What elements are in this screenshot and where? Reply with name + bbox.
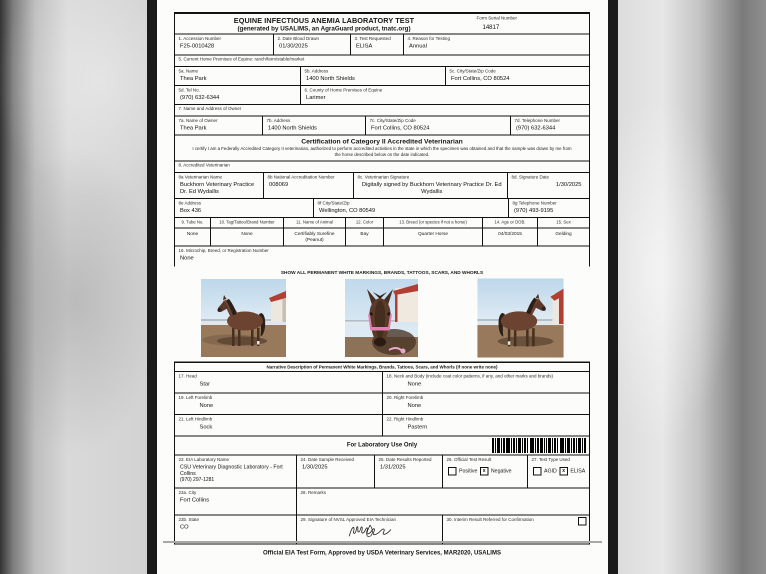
interim-checkbox (578, 517, 587, 526)
head-label: 17. Head (178, 373, 197, 379)
field-official-test-result (442, 455, 527, 487)
right-hindlimb-value: Pastern (407, 423, 428, 430)
photo-edge-left (147, 0, 157, 574)
row-23b-29-30 (175, 515, 589, 544)
barcode (492, 438, 587, 453)
form-upper-section (174, 12, 590, 266)
owner-city-label: 7c. City/State/Zip Code (369, 118, 416, 124)
field-premises-tel (175, 86, 300, 104)
owner-tel-value: (970) 632-6344 (516, 125, 556, 132)
test-type-label: 27. Test Type Used (531, 456, 570, 462)
vet-signature-value: Digitally signed by Buckhorn Veterinary Practice Dr. Ed Wydallis (361, 181, 502, 195)
owner-address-value: 1400 North Shields (268, 125, 317, 132)
vet-accreditation-label: 8b National Accreditation Number (267, 174, 335, 180)
head-value: Star (199, 380, 211, 387)
field-vet-tel (508, 199, 589, 217)
blood-drawn-value: 01/30/2025 (279, 43, 308, 50)
form-title-line1: EQUINE INFECTIOUS ANEMIA LABORATORY TEST (233, 17, 415, 25)
narrative-header: Narrative Description of Permanent White Markings, Brands, Tattoos, Scars, and Whorls (if none write none) (175, 363, 589, 372)
field-owner-address (262, 117, 365, 135)
tag-no-value: None (241, 230, 253, 237)
field-left-forelimb (175, 393, 382, 414)
vet-tel-value: (970) 493-9195 (514, 207, 554, 214)
county-label: 6. County of Home Premises of Equine (304, 87, 383, 93)
field-sex (537, 218, 589, 245)
blurred-backdrop-left (0, 0, 147, 574)
lab-name-value: CSU Veterinary Diagnostic Laboratory - Fort Collins (180, 463, 283, 477)
lab-city-label: 23a. City (178, 489, 197, 495)
agid-label: AGID (544, 468, 557, 475)
field-serial-number (473, 14, 589, 34)
vet-name-label: 8a Veterinarian Name (178, 174, 223, 180)
horse-photo-front (345, 278, 418, 357)
sex-value: Gelding (555, 230, 572, 237)
vet-header: 8. Accredited Veterinarian (178, 162, 230, 168)
right-forelimb-label: 20. Right Forelimb (386, 394, 424, 400)
field-animal-name (283, 218, 345, 245)
row-23-27 (175, 455, 589, 488)
neck-body-value: None (407, 380, 422, 387)
field-owner-tel (510, 117, 589, 135)
field-premises-name (175, 67, 300, 85)
field-tag-no (210, 218, 283, 245)
premises-city-label: 5c. City/State/Zip Code (449, 68, 496, 74)
premises-header: 5. Current Home Premises of Equine: ranch/farm/stable/market (178, 56, 305, 62)
age-value: 04/03/2015 (498, 230, 522, 237)
row-8abcd (175, 173, 589, 199)
tech-signature-label: 29. Signature of NVSL Approved EIA Technician (300, 516, 397, 522)
field-microchip (175, 246, 589, 266)
field-premises-address (300, 67, 445, 85)
tube-no-label: 9. Tube No. (175, 218, 210, 229)
row-5abc (175, 67, 589, 86)
field-right-hindlimb (382, 415, 589, 436)
vet-sig-date-value: 1/30/2025 (555, 181, 582, 188)
positive-checkbox (448, 467, 457, 476)
form-footer: Official EIA Test Form, Approved by USDA Veterinary Services, MAR2020, USALIMS (263, 548, 501, 556)
field-premises-city (445, 67, 589, 85)
left-hindlimb-label: 21. Left Hindlimb (178, 416, 213, 422)
field-lab-city (175, 488, 296, 514)
field-date-received (296, 455, 374, 487)
field-right-forelimb (382, 393, 589, 414)
premises-tel-label: 5d. Tel No. (178, 87, 200, 93)
field-lab-name (175, 455, 296, 487)
field-vet-signature-date (507, 173, 589, 198)
form-title-line2: (generated by USALIMS, an AgraGuard product, tnatc.org) (237, 25, 411, 32)
owner-header: 7. Name and Address of Owner (178, 106, 242, 112)
field-technician-signature (296, 515, 442, 543)
field-county (300, 86, 589, 104)
elisa-label: ELISA (570, 468, 586, 475)
form-title (175, 14, 473, 34)
negative-label: Negative (490, 468, 512, 475)
row-5d-6 (175, 86, 589, 105)
premises-city-value: Fort Collins, CO 80524 (451, 75, 510, 82)
color-label: 12. Color (346, 218, 383, 229)
right-hindlimb-label: 22. Right Hindlimb (386, 416, 424, 422)
owner-name-value: Thea Park (180, 125, 207, 132)
lab-name-label: 23. EIA Laboratory Name (178, 456, 230, 462)
vet-accreditation-value: 008069 (269, 181, 289, 188)
positive-label: Positive (459, 468, 478, 475)
premises-tel-value: (970) 632-6344 (180, 94, 220, 101)
premises-name-value: Thea Park (180, 75, 207, 82)
field-color (345, 218, 383, 245)
serial-value: 14817 (482, 23, 500, 31)
field-remarks (296, 488, 589, 514)
lab-city-value: Fort Collins (180, 496, 210, 503)
left-hindlimb-value: Sock (199, 423, 213, 430)
field-head (175, 372, 382, 393)
horse-photos (174, 277, 590, 361)
vet-tel-label: 8g Telephone Number (512, 200, 557, 206)
field-left-hindlimb (175, 415, 382, 436)
row-animal-9-15 (175, 218, 589, 246)
lab-state-value: CO (180, 523, 189, 530)
field-tube-no (175, 218, 210, 245)
row-23a-28 (175, 488, 589, 515)
accession-value: F25-0010428 (180, 43, 215, 50)
reason-label: 4. Reason for Testing (407, 36, 450, 41)
agid-checkbox (533, 467, 542, 476)
tube-no-value: None (186, 230, 199, 237)
official-result-label: 26. Official Test Result (446, 456, 492, 462)
lab-state-label: 23b. State (178, 516, 200, 522)
field-neck-body (382, 372, 589, 393)
form-lower-section (174, 361, 590, 544)
lab-name-phone: (970) 297-1281 (180, 477, 215, 483)
blurred-backdrop-right (618, 0, 766, 574)
owner-address-label: 7b. Address (266, 118, 291, 124)
date-reported-value: 1/31/2025 (380, 463, 406, 470)
date-received-value: 1/30/2025 (302, 463, 328, 470)
premises-address-value: 1400 North Shields (306, 75, 355, 82)
certification-block (175, 136, 589, 162)
breed-label: 13. Breed (or species if not a horse) (384, 218, 482, 229)
elisa-checkbox: x (559, 467, 568, 476)
horse-photo-left-side (201, 278, 286, 357)
premises-address-label: 5b. Address (304, 68, 329, 74)
row-17-18 (175, 372, 589, 394)
serial-label: Form Serial Number (476, 15, 518, 21)
right-forelimb-value: None (407, 402, 422, 409)
lab-use-only-row (175, 436, 589, 455)
vet-address-label: 8e Address (178, 200, 202, 206)
premises-name-label: 5a. Name (178, 68, 199, 74)
sex-label: 15. Sex (538, 218, 589, 229)
row-8-header (175, 161, 589, 173)
vet-city-value: Wellington, CO 80549 (319, 207, 376, 214)
owner-tel-label: 7d. Telephone Number (514, 118, 560, 124)
certification-title: Certification of Category II Accredited Veterinarian (301, 137, 463, 146)
row-8efg (175, 199, 589, 218)
tag-no-label: 10. Tag/Tattoo/Brand Number (211, 218, 283, 229)
form-header-row (175, 14, 589, 35)
vet-address-value: Box 436 (180, 207, 202, 214)
eia-test-form-document (157, 0, 608, 574)
vet-sig-date-label: 8d. Signature Date (511, 174, 550, 180)
interim-label: 30. Interim Result Referred for Confirmation (446, 516, 534, 522)
color-value: Bay (360, 230, 369, 237)
field-vet-signature (353, 173, 507, 198)
vet-city-label: 8f City/State/Zip (317, 200, 350, 206)
field-lab-state (175, 515, 296, 543)
vet-name-value: Buckhorn Veterinary Practice Dr. Ed Wydallis (180, 181, 255, 195)
field-test-requested (350, 35, 403, 55)
field-breed (383, 218, 482, 245)
remarks-label: 28. Remarks (300, 489, 327, 495)
county-value: Larimer (306, 94, 326, 101)
negative-checkbox: x (480, 467, 489, 476)
vet-signature-label: 8c. Veterinarian Signature (357, 174, 410, 180)
row-7abcd (175, 117, 589, 136)
left-forelimb-label: 19. Left Forelimb (178, 394, 213, 400)
photo-edge-right (608, 0, 618, 574)
field-vet-accreditation (263, 173, 353, 198)
field-owner-city (365, 117, 510, 135)
test-requested-value: ELISA (356, 43, 373, 50)
field-interim-result (442, 515, 589, 543)
microchip-value: None (180, 254, 194, 261)
certification-text: I certify I am a Federally Accredited Category II veterinarian, authorized to perform accredited activities in the state in which the specimen was obtained and that the sample was drawn by me from the horse described below on the date indicated. (192, 146, 572, 158)
row-5-header (175, 56, 589, 68)
field-owner-name (175, 117, 262, 135)
neck-body-label: 18. Neck and Body (include coat color patterns, if any, and other marks and brands) (386, 373, 554, 379)
accession-label: 1. Accession Number (178, 36, 222, 41)
animal-name-value: Certifiably Surefine (Peanut) (294, 230, 335, 243)
row-1-4 (175, 35, 589, 56)
breed-value: Quarter Horse (417, 230, 449, 237)
row-7-header (175, 105, 589, 117)
horse-photo-right-side (477, 278, 564, 357)
blood-drawn-label: 2. Date Blood Drawn (277, 36, 320, 41)
field-vet-name (175, 173, 263, 198)
field-age (482, 218, 537, 245)
age-label: 14. Age or DOB. (483, 218, 537, 229)
row-19-20 (175, 393, 589, 415)
date-reported-label: 25. Date Results Reported (378, 456, 432, 462)
field-date-reported (374, 455, 442, 487)
date-received-label: 24. Date Sample Received (300, 456, 355, 462)
technician-signature (340, 522, 400, 540)
reason-value: Annual (409, 43, 427, 50)
lab-use-only-title: For Laboratory Use Only (346, 440, 418, 448)
field-test-type-used (527, 455, 589, 487)
left-forelimb-value: None (199, 402, 214, 409)
animal-name-label: 11. Name of Animal (284, 218, 345, 229)
field-date-blood-drawn (273, 35, 350, 55)
remarks-value (301, 495, 587, 497)
owner-city-value: Fort Collins, CO 80524 (371, 125, 430, 132)
field-vet-address (175, 199, 313, 217)
test-requested-label: 3. Test Requested (354, 36, 391, 41)
photos-header: SHOW ALL PERMANENT WHITE MARKINGS, BRANDS, TATTOOS, SCARS, AND WHORLS (280, 269, 484, 276)
field-accession-number (175, 35, 273, 55)
row-21-22 (175, 415, 589, 437)
field-reason-for-testing (403, 35, 589, 55)
field-vet-city (313, 199, 508, 217)
owner-name-label: 7a. Name of Owner (178, 118, 218, 124)
microchip-label: 16. Microchip, Breed, or Registration Number (178, 247, 269, 253)
